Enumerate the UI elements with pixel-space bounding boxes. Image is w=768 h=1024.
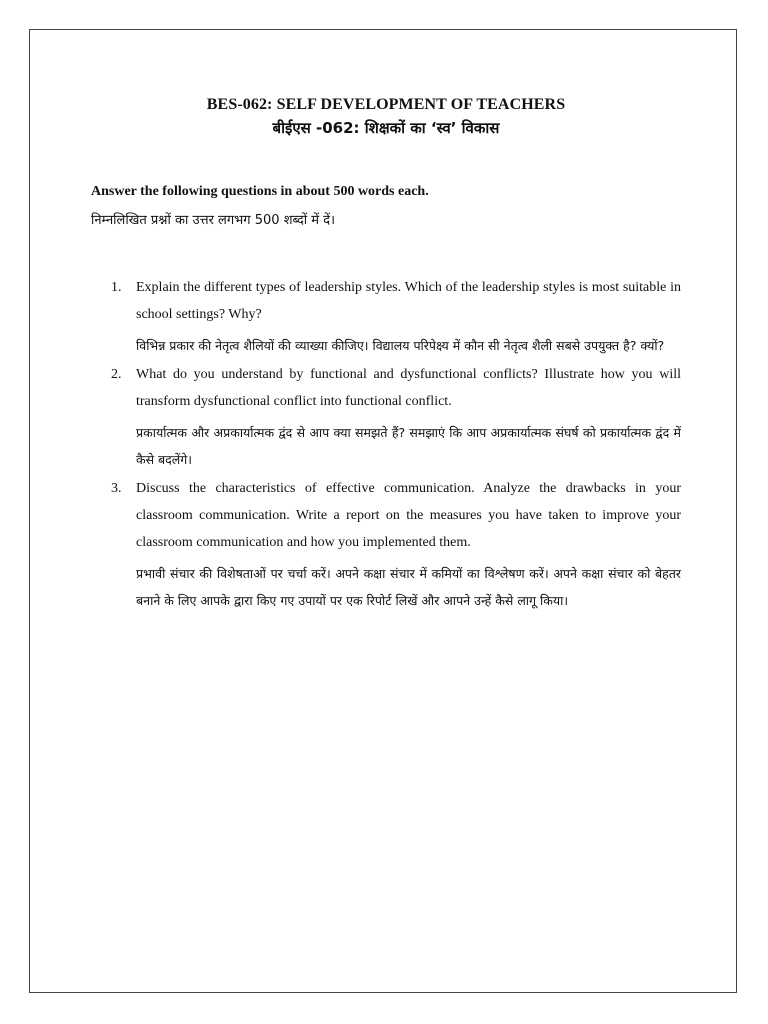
question-number: 1. (111, 280, 122, 295)
question-text-english: What do you understand by functional and dysfunctional conflicts? Illustrate how you will transform dysfunctional conflict into functional conflict. (136, 367, 681, 409)
title-english: BES-062: SELF DEVELOPMENT OF TEACHERS (206, 96, 566, 113)
question-text-hindi: प्रकार्यात्मक और अप्रकार्यात्मक द्वंद से आप क्या समझते हैं? समझाएं कि आप अप्रकार्यात्मक संघर्ष को प्रकार्यात्मक द्वंद में कैसे बदलेंगे। (136, 425, 681, 467)
question-2 (91, 361, 681, 473)
document-content (91, 90, 681, 616)
title-hindi: बीईएस -062: शिक्षकों का ‘स्व’ विकास (272, 119, 500, 137)
question-text-english: Explain the different types of leadership styles. Which of the leadership styles is most suitable in school settings? Why? (136, 280, 681, 322)
question-list (91, 274, 681, 614)
instruction-hindi: निम्नलिखित प्रश्नों का उत्तर लगभग 500 शब्दों में दें। (91, 213, 336, 228)
question-1 (91, 274, 681, 359)
question-3 (91, 475, 681, 614)
question-number: 3. (111, 481, 122, 496)
question-text-hindi: प्रभावी संचार की विशेषताओं पर चर्चा करें। अपने कक्षा संचार में कमियों का विश्लेषण करें। अपने कक्षा संचार को बेहतर बनाने के लिए आपके द्वारा किए गए उपायों पर एक रिपोर्ट लिखें और आपने उन्हें कैसे लागू किया। (136, 566, 681, 608)
question-number: 2. (111, 367, 122, 382)
question-text-hindi: विभिन्न प्रकार की नेतृत्व शैलियों की व्याख्या कीजिए। विद्यालय परिपेक्ष्य में कौन सी नेतृत्व शैली सबसे उपयुक्त है? क्यों? (136, 338, 665, 353)
instruction-english: Answer the following questions in about 500 words each. (91, 184, 429, 199)
question-text-english: Discuss the characteristics of effective communication. Analyze the drawbacks in your classroom communication. Write a report on the measures you have taken to improve your classroom communication and how you implemented them. (136, 481, 681, 550)
